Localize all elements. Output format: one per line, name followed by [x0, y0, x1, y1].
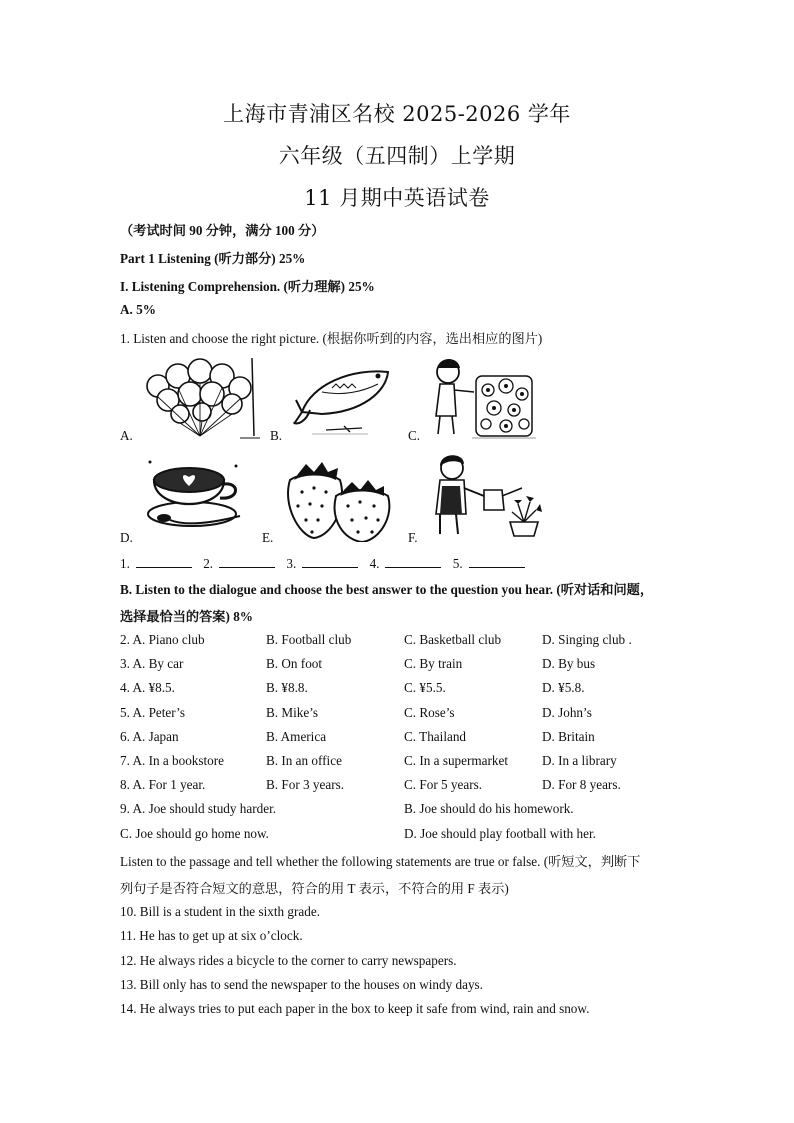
- q4-option-c: C. ¥5.5.: [404, 680, 446, 695]
- q9-option-b: B. Joe should do his homework.: [404, 801, 574, 816]
- q4-option-d: D. ¥5.8.: [542, 680, 585, 695]
- picture-label-c: C.: [408, 428, 421, 443]
- q7-option-b: B. In an office: [266, 753, 342, 768]
- q6-option-a: 6. A. Japan: [120, 729, 179, 744]
- statement-11: 11. He has to get up at six o’clock.: [120, 928, 303, 943]
- q8-option-c: C. For 5 years.: [404, 777, 483, 792]
- answer-blank-2[interactable]: [219, 555, 275, 568]
- answer-number: 1.: [120, 556, 130, 571]
- statement-14: 14. He always tries to put each paper in the box to keep it safe from wind, rain and snow.: [120, 1001, 590, 1016]
- q3-option-a: 3. A. By car: [120, 656, 184, 671]
- q9-option-c: C. Joe should go home now.: [120, 826, 269, 841]
- answer-blank-4[interactable]: [385, 555, 441, 568]
- q4-option-b: B. ¥8.8.: [266, 680, 308, 695]
- q8-option-d: D. For 8 years.: [542, 777, 621, 792]
- q7-option-c: C. In a supermarket: [404, 753, 508, 768]
- answer-number: 4.: [369, 556, 380, 571]
- exam-title-school: 上海市青浦区名校 2025-2026 学年: [223, 102, 571, 126]
- q4-option-a: 4. A. ¥8.5.: [120, 680, 175, 695]
- q2-option-a: 2. A. Piano club: [120, 632, 205, 647]
- exam-title-name: 11 月期中英语试卷: [304, 186, 490, 210]
- q9-option-d: D. Joe should play football with her.: [404, 826, 596, 841]
- section1-heading: I. Listening Comprehension. (听力理解) 25%: [120, 279, 375, 294]
- q5-option-b: B. Mike’s: [266, 705, 319, 720]
- picture-label-e: E.: [262, 530, 274, 545]
- picture-label-d: D.: [120, 530, 133, 545]
- boy-watering-icon: [426, 452, 546, 538]
- q5-option-d: D. John’s: [542, 705, 592, 720]
- q3-option-d: D. By bus: [542, 656, 596, 671]
- part-b-heading-cont: 选择最恰当的答案) 8%: [120, 609, 253, 624]
- picture-label-a: A.: [120, 428, 133, 443]
- q3-option-c: C. By train: [404, 656, 463, 671]
- part-c-intro-cont: 列句子是否符合短文的意思，符合的用 T 表示，不符合的用 F 表示): [120, 881, 509, 896]
- part1-heading: Part 1 Listening (听力部分) 25%: [120, 251, 306, 266]
- q7-option-d: D. In a library: [542, 753, 617, 768]
- q6-option-c: C. Thailand: [404, 729, 467, 744]
- q2-option-d: D. Singing club .: [542, 632, 632, 647]
- statement-10: 10. Bill is a student in the sixth grade.: [120, 904, 320, 919]
- q8-option-b: B. For 3 years.: [266, 777, 345, 792]
- girl-flowers-icon: [426, 354, 538, 442]
- strawberries-icon: [280, 456, 396, 542]
- q2-option-b: B. Football club: [266, 632, 352, 647]
- q6-option-b: B. America: [266, 729, 327, 744]
- answer-number: 3.: [286, 556, 297, 571]
- part-b-heading: B. Listen to the dialogue and choose the best answer to the question you hear. (听对话和问题，: [120, 582, 654, 597]
- answer-number: 5.: [452, 556, 463, 571]
- balloons-icon: [136, 356, 262, 442]
- q5-option-c: C. Rose’s: [404, 705, 455, 720]
- answer-blank-1[interactable]: [136, 555, 192, 568]
- statement-13: 13. Bill only has to send the newspaper to the houses on windy days.: [120, 977, 483, 992]
- answer-number: 2.: [203, 556, 214, 571]
- statement-12: 12. He always rides a bicycle to the corner to carry newspapers.: [120, 953, 457, 968]
- part-c-intro: Listen to the passage and tell whether the following statements are true or false. (听短文，判断下: [120, 854, 641, 869]
- q3-option-b: B. On foot: [266, 656, 323, 671]
- picture-label-f: F.: [408, 530, 418, 545]
- q6-option-d: D. Britain: [542, 729, 595, 744]
- exam-title-grade: 六年级（五四制）上学期: [278, 144, 516, 168]
- coffee-cup-icon: [140, 456, 246, 532]
- sub-a-heading: A. 5%: [120, 302, 156, 317]
- picture-label-b: B.: [270, 428, 283, 443]
- q9-option-a: 9. A. Joe should study harder.: [120, 801, 277, 816]
- exam-info: （考试时间 90 分钟，满分 100 分）: [120, 223, 325, 238]
- q7-option-a: 7. A. In a bookstore: [120, 753, 225, 768]
- answer-blank-3[interactable]: [302, 555, 358, 568]
- q5-option-a: 5. A. Peter’s: [120, 705, 185, 720]
- answer-blanks-row: [120, 555, 533, 572]
- answer-blank-5[interactable]: [469, 555, 525, 568]
- q2-option-c: C. Basketball club: [404, 632, 502, 647]
- q8-option-a: 8. A. For 1 year.: [120, 777, 206, 792]
- fish-icon: [292, 362, 396, 438]
- question-1: 1. Listen and choose the right picture. (根据你听到的内容，选出相应的图片): [120, 331, 543, 346]
